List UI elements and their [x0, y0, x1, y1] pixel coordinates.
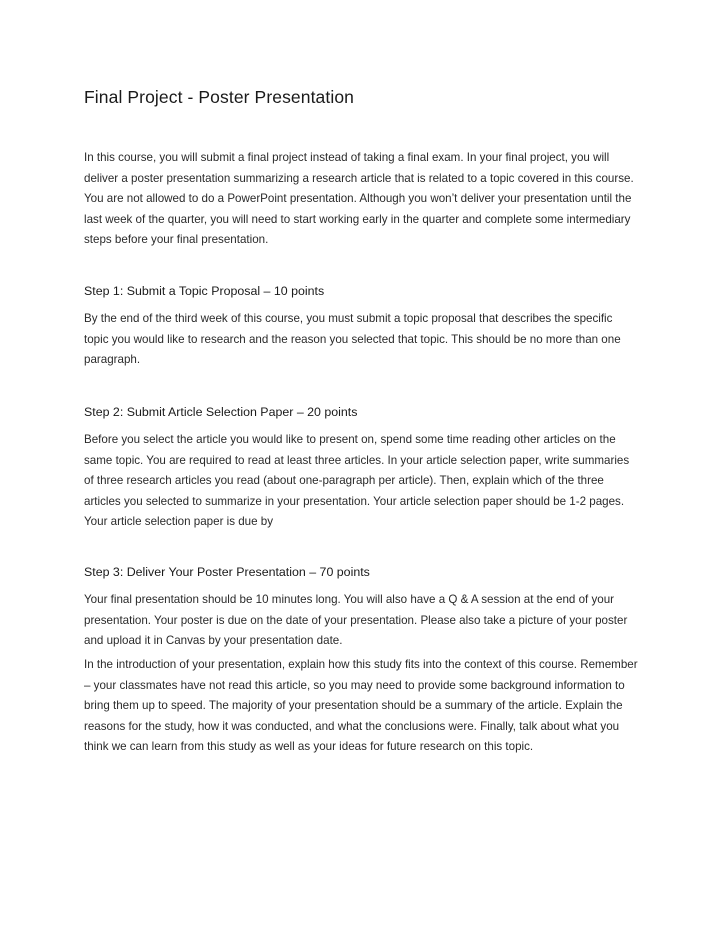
step-3-heading: Step 3: Deliver Your Poster Presentation – 70 points [84, 565, 370, 579]
intro-paragraph: In this course, you will submit a final project instead of taking a final exam. In your final project, you will deliver a poster presentation summarizing a research article that is related to a topic covered in this course. You are not allowed to do a PowerPoint presentation. Although you won’t deliver your presentation until the last week of the quarter, you will need to start working early in the quarter and complete some intermediary steps before your final presentation. [84, 151, 634, 247]
step-1-paragraph: By the end of the third week of this course, you must submit a topic proposal that describes the specific topic you would like to research and the reason you selected that topic. This should be no more than one paragraph. [84, 312, 621, 367]
step-3-paragraph-2: In the introduction of your presentation, explain how this study fits into the context of this course. Remember – your classmates have not read this article, so you may need to provide some background information to bring them up to speed. The majority of your presentation should be a summary of the article. Explain the reasons for the study, how it was conducted, and what the conclusions were. Finally, talk about what you think we can learn from this study as well as your ideas for future research on this topic. [84, 658, 638, 754]
step-1-heading: Step 1: Submit a Topic Proposal – 10 points [84, 284, 325, 298]
step-2-heading: Step 2: Submit Article Selection Paper – 20 points [84, 405, 358, 419]
step-3-paragraph-1: Your final presentation should be 10 minutes long. You will also have a Q & A session at the end of your presentation. Your poster is due on the date of your presentation. Please also take a picture of your poster and upload it in Canvas by your presentation date. [84, 593, 628, 648]
step-2-paragraph: Before you select the article you would like to present on, spend some time reading other articles on the same topic. You are required to read at least three articles. In your article selection paper, write summaries of three research articles you read (about one-paragraph per article). Then, explain which of the three articles you selected to summarize in your presentation. Your article selection paper should be 1-2 pages. Your article selection paper is due by [84, 433, 630, 529]
page-title: Final Project - Poster Presentation [84, 87, 355, 107]
